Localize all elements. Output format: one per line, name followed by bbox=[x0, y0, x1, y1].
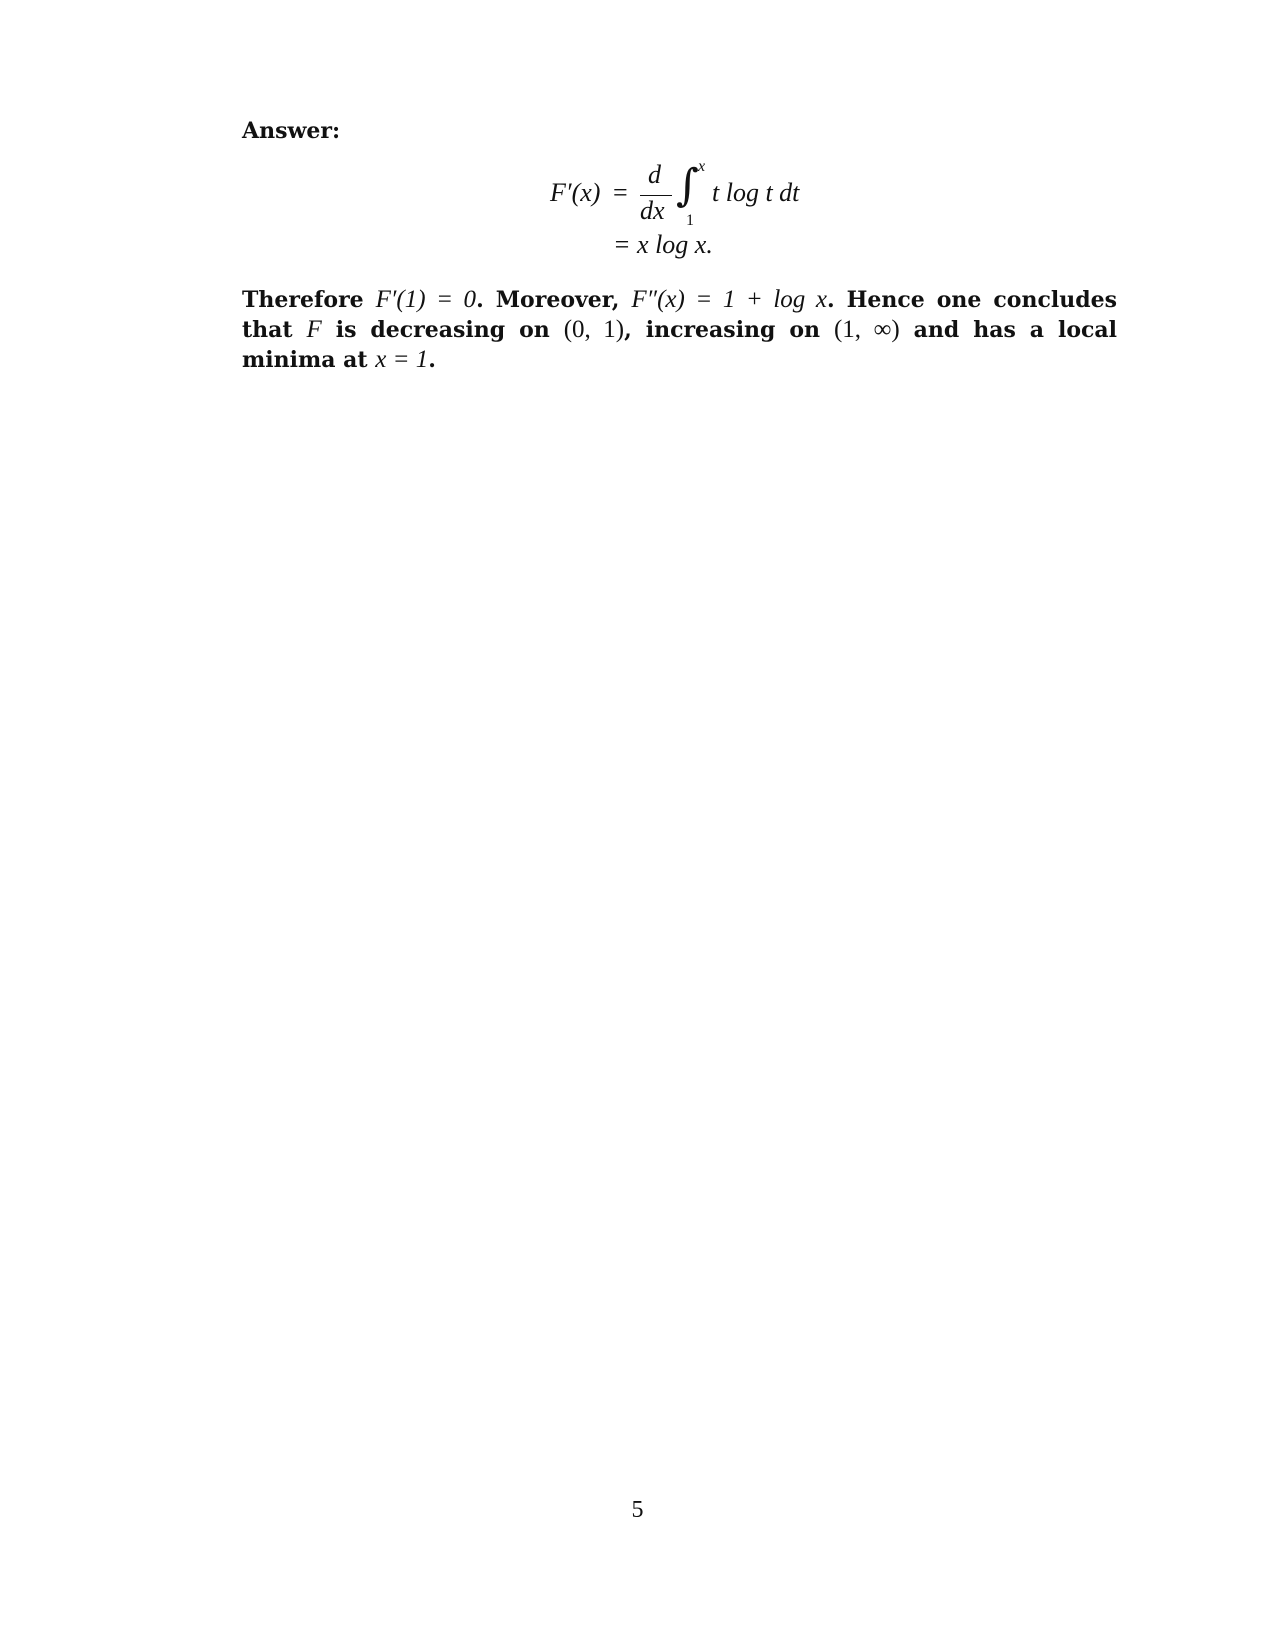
conclusion-math-2: F″(x) = 1 + log x bbox=[631, 286, 827, 313]
conclusion-math-5: (1, ∞) bbox=[833, 316, 900, 343]
fraction-denominator: dx bbox=[640, 196, 665, 225]
conclusion-text-3: . Hence one concludes that bbox=[242, 287, 1117, 343]
equation-line-2: = x log x. bbox=[613, 230, 713, 259]
integral-lower-limit: 1 bbox=[686, 212, 694, 229]
fraction-numerator: d bbox=[648, 160, 661, 189]
conclusion-text-7: . bbox=[428, 347, 436, 373]
conclusion-paragraph bbox=[242, 285, 1117, 375]
conclusion-text-4: is decreasing on bbox=[321, 317, 564, 343]
integral-upper-limit: x bbox=[698, 158, 706, 175]
conclusion-math-4: (0, 1) bbox=[563, 316, 625, 343]
derivative-equation bbox=[0, 150, 1275, 270]
conclusion-text-5: , increasing on bbox=[624, 317, 834, 343]
conclusion-text-1: Therefore bbox=[242, 287, 376, 313]
equation-equals: = bbox=[613, 178, 628, 207]
answer-heading: Answer: bbox=[242, 118, 341, 144]
integrand: t log t dt bbox=[712, 178, 800, 207]
conclusion-math-6: x = 1 bbox=[375, 346, 429, 373]
conclusion-math-1: F′(1) = 0 bbox=[375, 286, 477, 313]
integral-sign: ∫ bbox=[676, 160, 699, 211]
page-number: 5 bbox=[631, 1497, 644, 1523]
equation-lhs: F′(x) bbox=[550, 178, 601, 207]
conclusion-text-6: and has a local minima at bbox=[242, 317, 1118, 373]
conclusion-math-3: F bbox=[306, 316, 322, 343]
conclusion-text-2: . Moreover, bbox=[476, 287, 632, 313]
